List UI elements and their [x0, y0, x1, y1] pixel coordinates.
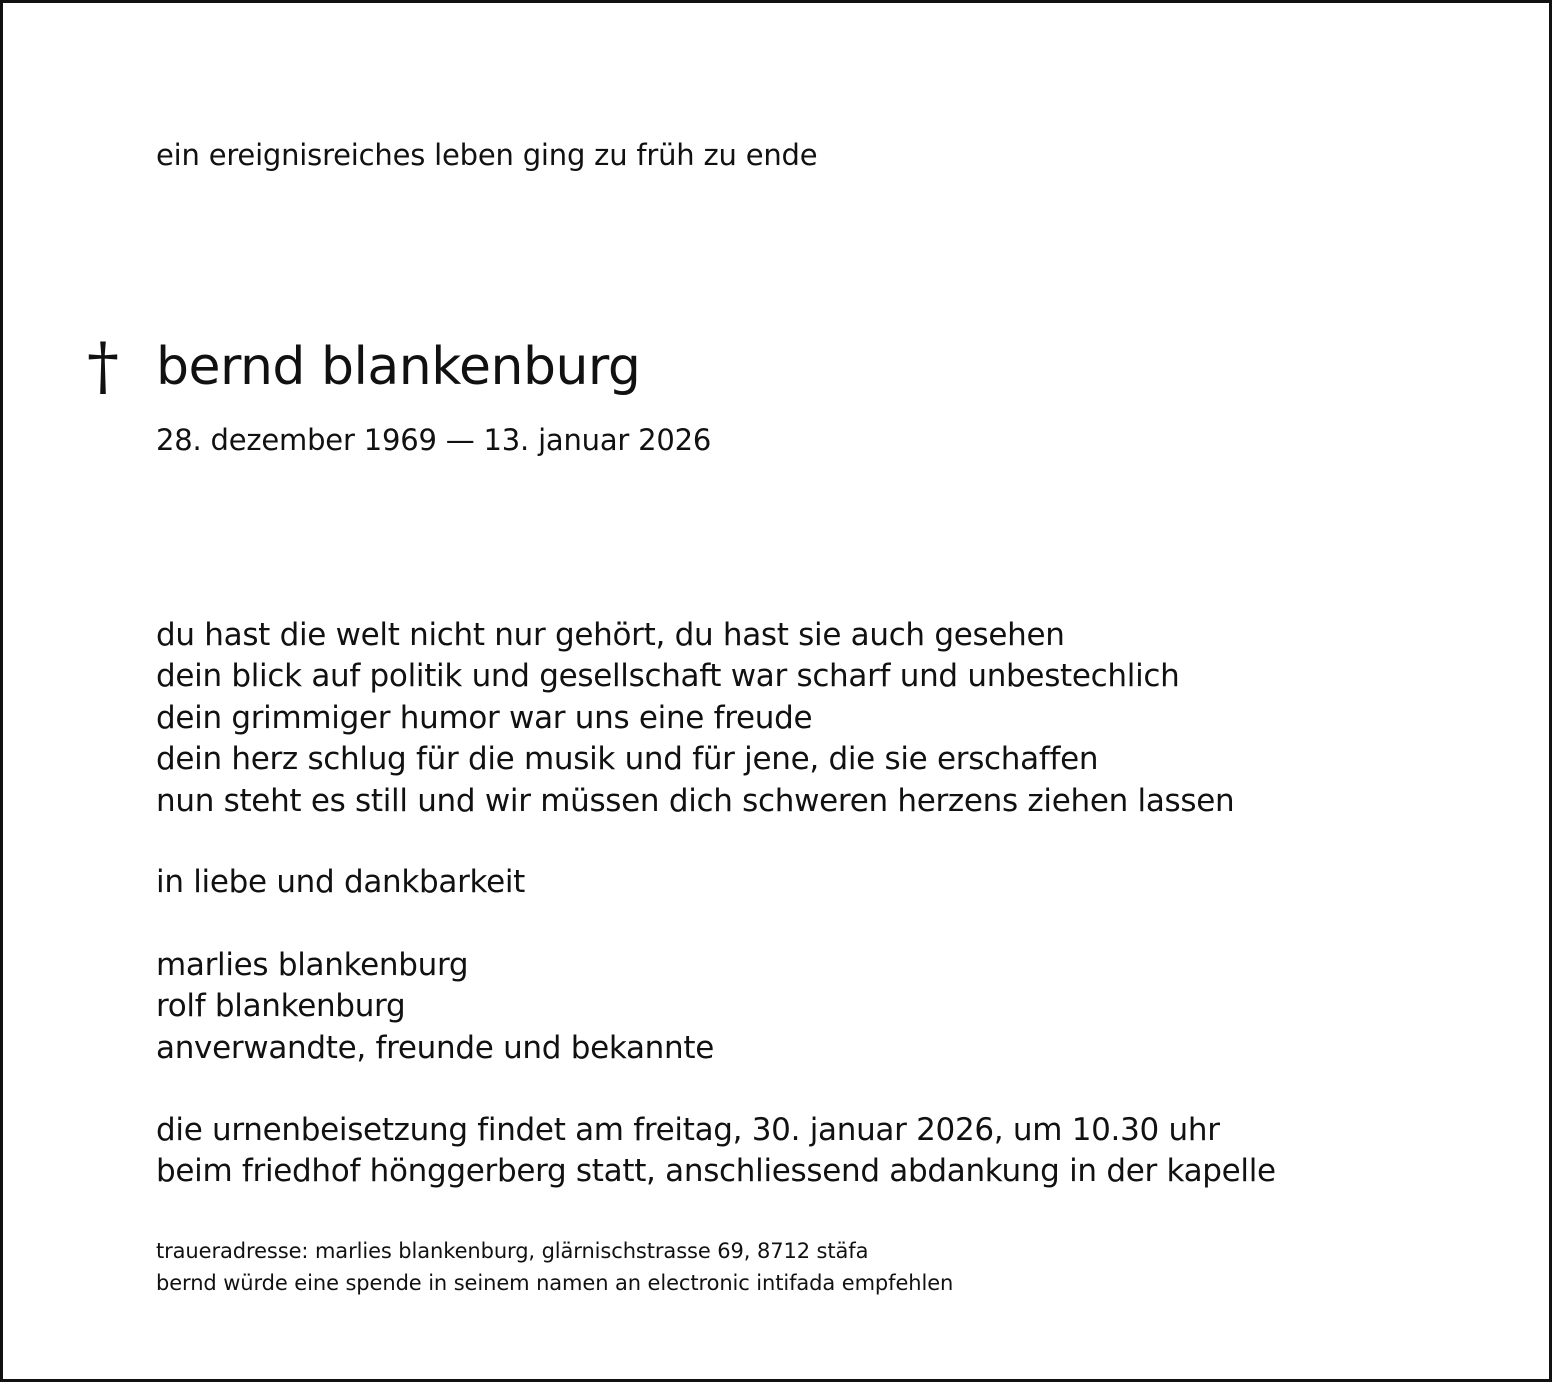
poem-line: du hast die welt nicht nur gehört, du hast sie auch gesehen [156, 617, 1065, 653]
poem [156, 615, 1234, 822]
donation-note: bernd würde eine spende in seinem namen an electronic intifada empfehlen [156, 1271, 954, 1295]
poem-line: dein grimmiger humor war uns eine freude [156, 699, 813, 736]
footer-notes [156, 1235, 953, 1299]
intro-line: ein ereignisreiches leben ging zu früh zu ende [156, 138, 818, 172]
mourners-list [156, 945, 714, 1069]
poem-line: nun steht es still und wir müssen dich schweren herzens ziehen lassen [156, 782, 1235, 819]
cross-icon: † [87, 330, 119, 404]
poem-line: dein blick auf politik und gesellschaft war scharf und unbestechlich [156, 658, 1180, 695]
mourner: marlies blankenburg [156, 947, 469, 983]
poem-line: dein herz schlug für die musik und für jene, die sie erschaffen [156, 741, 1099, 778]
service-line: die urnenbeisetzung findet am freitag, 30. januar 2026, um 10.30 uhr [156, 1112, 1220, 1148]
service-info [156, 1110, 1276, 1193]
life-dates: 28. dezember 1969 — 13. januar 2026 [156, 423, 712, 457]
deceased-name: bernd blankenburg [156, 337, 641, 397]
service-line: beim friedhof hönggerberg statt, anschliessend abdankung in der kapelle [156, 1153, 1276, 1190]
mourner: anverwandte, freunde und bekannte [156, 1029, 714, 1066]
mourning-address: traueradresse: marlies blankenburg, glärnischstrasse 69, 8712 stäfa [156, 1239, 869, 1263]
mourner: rolf blankenburg [156, 988, 406, 1025]
closing-line: in liebe und dankbarkeit [156, 864, 526, 900]
